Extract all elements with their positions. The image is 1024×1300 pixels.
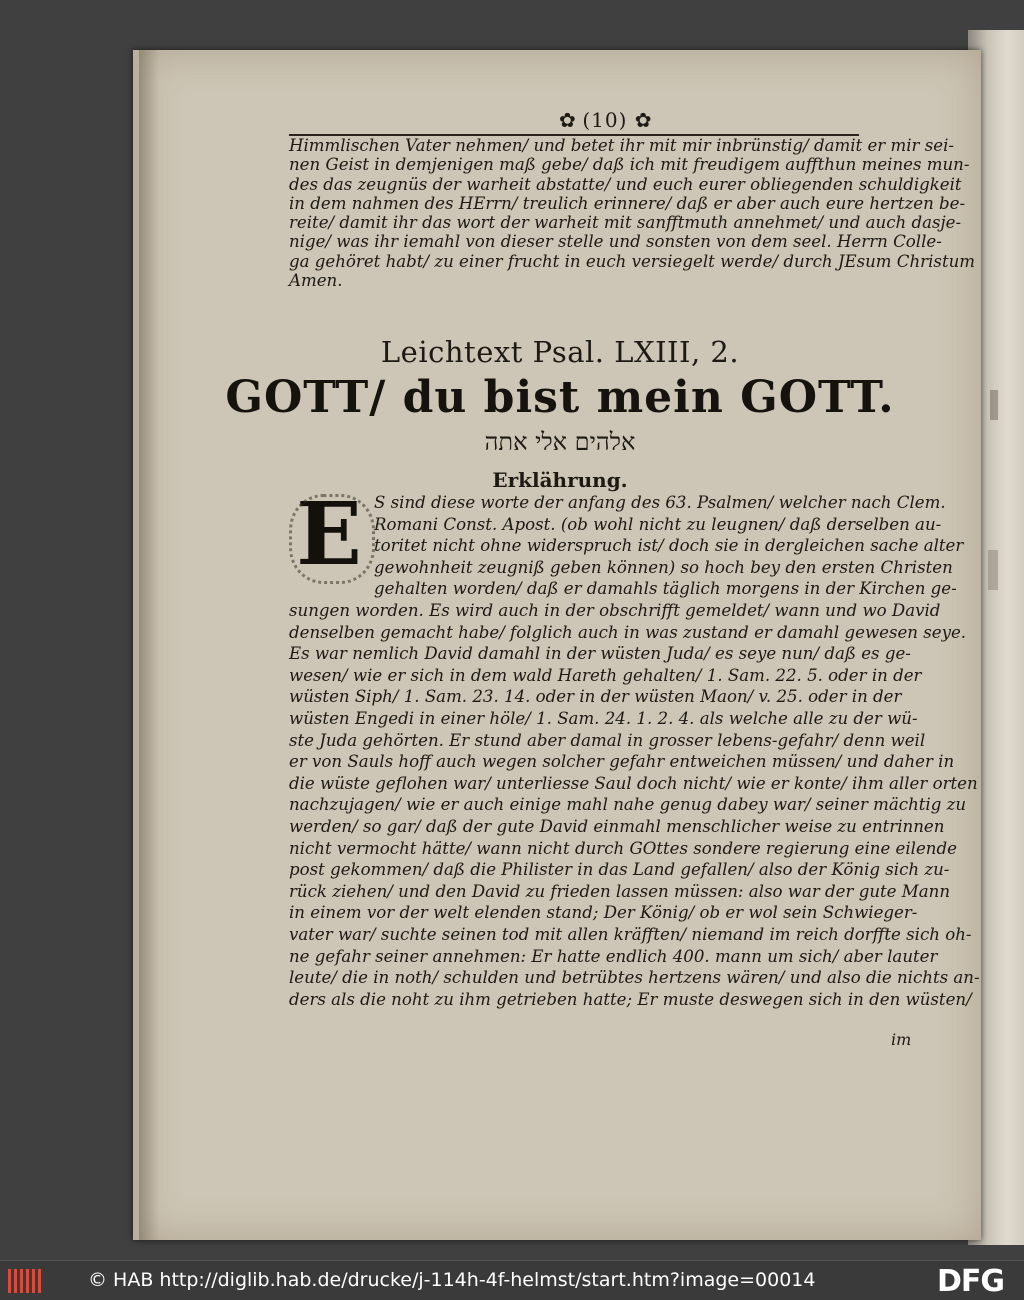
dfg-logo: DFG	[937, 1264, 1005, 1299]
text-line: ga gehöret habt/ zu einer frucht in euch versiegelt werde/ durch JEsum Christum	[289, 251, 976, 271]
text-line: Romani Const. Apost. (ob wohl nicht zu leugnen/ daß derselben au-	[374, 514, 942, 534]
ornament-left-icon: ✿	[559, 108, 577, 132]
hebrew-text: אלהים אלי אתה	[484, 428, 636, 456]
text-line: leute/ die in noth/ schulden und betrübtes hertzens wären/ und also die nichts an-	[289, 968, 980, 988]
page-fold-shadow	[139, 50, 159, 1240]
catchword: im	[891, 1030, 912, 1049]
text-line: sungen worden. Es wird auch in der obschrifft gemeldet/ wann und wo David	[289, 601, 941, 620]
section-heading: Erklährung.	[492, 468, 628, 492]
text-line: S sind diese worte der anfang des 63. Psalmen/ welcher nach Clem.	[374, 493, 946, 512]
text-line: er von Sauls hoff auch wegen solcher gefahr entweichen müssen/ und daher in	[289, 752, 955, 772]
ornament-right-icon: ✿	[634, 108, 653, 132]
intro-paragraph	[289, 136, 975, 290]
text-line: Es war nemlich David damahl in der wüsten Juda/ es seye nun/ daß es ge-	[289, 644, 911, 664]
drop-cap: E	[289, 490, 369, 580]
main-title: GOTT/ du bist mein GOTT.	[225, 372, 895, 423]
text-line: toritet nicht ohne widerspruch ist/ doch sie in dergleichen sache alter	[374, 536, 964, 556]
text-line: nige/ was ihr iemahl von dieser stelle und sonsten von dem seel. Herrn Colle-	[289, 232, 942, 252]
text-line: nachzujagen/ wie er auch einige mahl nahe genug dabey war/ seiner mächtig zu	[289, 795, 967, 815]
text-line: in dem nahmen des HErrn/ treulich erinnere/ daß er aber auch eure hertzen be-	[289, 193, 966, 213]
paragraph-body	[289, 600, 980, 1010]
copyright-link[interactable]: © HAB http://diglib.hab.de/drucke/j-114h-4f-helmst/start.htm?image=00014	[88, 1269, 816, 1291]
footer-bar	[0, 1260, 1024, 1300]
text-title: Leichtext Psal. LXIII, 2.	[380, 335, 740, 369]
paragraph-indented	[374, 492, 963, 600]
text-line: rück ziehen/ und den David zu frieden lassen müssen: also war der gute Mann	[289, 881, 951, 901]
text-line: in einem vor der welt elenden stand; Der König/ ob er wol sein Schwieger-	[289, 903, 918, 923]
hab-logo-icon	[6, 1267, 46, 1295]
text-line: wesen/ wie er sich in dem wald Hareth gehalten/ 1. Sam. 22. 5. oder in der	[289, 665, 922, 685]
text-line: vater war/ suchte seinen tod mit allen kräfften/ niemand im reich dorffte sich oh-	[289, 924, 972, 944]
text-line: reite/ damit ihr das wort der warheit mit sanfftmuth annehmet/ und auch dasje-	[289, 213, 962, 233]
ink-mark	[988, 550, 998, 590]
text-line: gehalten worden/ daß er damahls täglich morgens in der Kirchen ge-	[374, 579, 957, 599]
text-line: ne gefahr seiner annehmen: Er hatte endlich 400. mann um sich/ aber lauter	[289, 946, 938, 966]
text-line: gewohnheit zeugniß geben können) so hoch bey den ersten Christen	[374, 557, 953, 577]
scanned-page	[133, 50, 981, 1240]
text-line: post gekommen/ daß die Philister in das Land gefallen/ also der König sich zu-	[289, 860, 950, 880]
text-line: ders als die noht zu ihm getrieben hatte; Er muste deswegen sich in den wüsten/	[289, 989, 972, 1009]
page-header	[559, 108, 651, 132]
text-line: Himmlischen Vater nehmen/ und betet ihr mit mir inbrünstig/ damit er mir sei-	[289, 136, 954, 155]
text-line: des das zeugnüs der warheit abstatte/ und euch eurer obliegenden schuldigkeit	[289, 174, 962, 194]
text-line: wüsten Engedi in einer höle/ 1. Sam. 24. 1. 2. 4. als welche alle zu der wü-	[289, 708, 918, 728]
text-line: denselben gemacht habe/ folglich auch in was zustand er damahl gewesen seye.	[289, 622, 967, 642]
text-line: nicht vermocht hätte/ wann nicht durch GOttes sondere regierung eine eilende	[289, 838, 957, 858]
text-line: ste Juda gehörten. Er stund aber damal in grosser lebens-gefahr/ denn weil	[289, 730, 926, 750]
text-line: die wüste geflohen war/ unterliesse Saul doch nicht/ wie er konte/ ihm aller orten	[289, 773, 978, 793]
page-number: (10)	[582, 108, 628, 132]
text-line: werden/ so gar/ daß der gute David einmahl menschlicher weise zu entrinnen	[289, 816, 945, 836]
text-line: wüsten Siph/ 1. Sam. 23. 14. oder in der wüsten Maon/ v. 25. oder in der	[289, 687, 902, 707]
text-line: Amen.	[289, 271, 343, 291]
ink-mark	[990, 390, 998, 420]
text-line: nen Geist in demjenigen maß gebe/ daß ich mit freudigem auffthun meines mun-	[289, 155, 970, 175]
